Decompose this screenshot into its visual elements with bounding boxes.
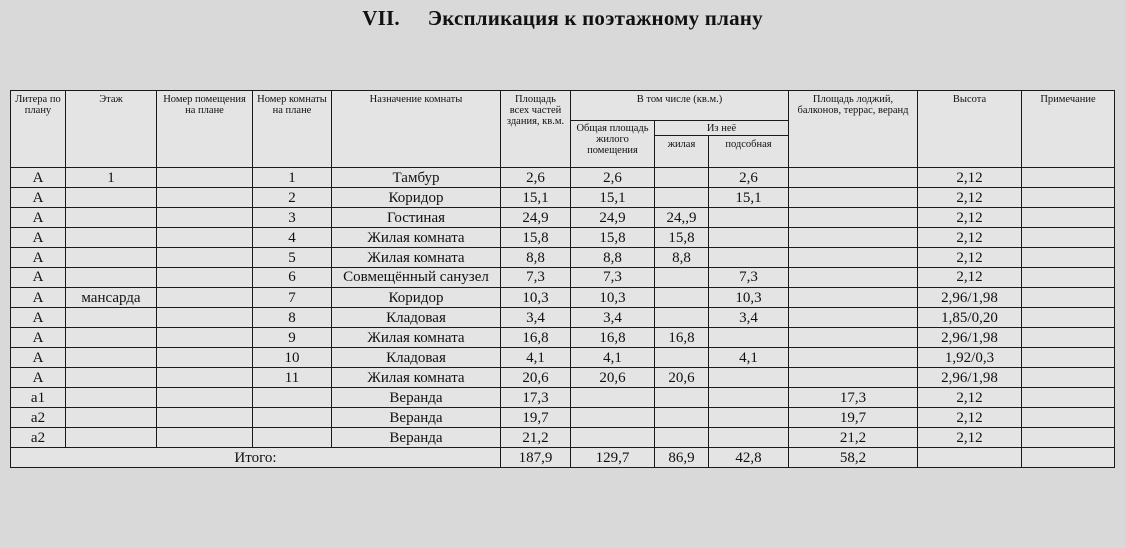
cell-living-area: [655, 268, 709, 288]
cell-loggia-area: [789, 288, 918, 308]
cell-living-area: 8,8: [655, 248, 709, 268]
cell-premise-number: [157, 408, 253, 428]
cell-floor: [66, 408, 157, 428]
cell-floor: [66, 388, 157, 408]
table-row: [11, 228, 1115, 248]
cell-height: 1,92/0,3: [918, 348, 1022, 368]
cell-loggia-area: 17,3: [789, 388, 918, 408]
cell-height: 1,85/0,20: [918, 308, 1022, 328]
cell-floor: [66, 368, 157, 388]
cell-floor: [66, 268, 157, 288]
cell-purpose: Жилая комната: [332, 328, 501, 348]
header-loggia-area: Площадь лоджий, балконов, террас, веранд: [789, 91, 918, 168]
cell-height: 2,96/1,98: [918, 328, 1022, 348]
cell-premise-number: [157, 388, 253, 408]
cell-general-area: 2,6: [571, 168, 655, 188]
cell-premise-number: [157, 268, 253, 288]
table-row: [11, 168, 1115, 188]
cell-total-area: 20,6: [501, 368, 571, 388]
cell-room-number: 7: [253, 288, 332, 308]
cell-room-number: [253, 408, 332, 428]
cell-general-area: 4,1: [571, 348, 655, 368]
cell-auxiliary-area: [709, 368, 789, 388]
table-row: [11, 248, 1115, 268]
cell-loggia-area: 19,7: [789, 408, 918, 428]
cell-room-number: [253, 428, 332, 448]
cell-height: 2,12: [918, 428, 1022, 448]
cell-total-area: 24,9: [501, 208, 571, 228]
cell-purpose: Веранда: [332, 428, 501, 448]
cell-auxiliary-area: 7,3: [709, 268, 789, 288]
cell-liter: а1: [11, 388, 66, 408]
totals-living-area: 86,9: [655, 448, 709, 468]
cell-liter: А: [11, 268, 66, 288]
cell-purpose: Гостиная: [332, 208, 501, 228]
cell-premise-number: [157, 168, 253, 188]
cell-loggia-area: 21,2: [789, 428, 918, 448]
cell-note: [1022, 428, 1115, 448]
cell-liter: А: [11, 368, 66, 388]
page-title: [0, 6, 1125, 31]
cell-liter: а2: [11, 408, 66, 428]
cell-floor: [66, 348, 157, 368]
totals-auxiliary-area: 42,8: [709, 448, 789, 468]
table-row: [11, 268, 1115, 288]
header-note: Примечание: [1022, 91, 1115, 168]
cell-total-area: 4,1: [501, 348, 571, 368]
cell-auxiliary-area: 4,1: [709, 348, 789, 368]
cell-premise-number: [157, 368, 253, 388]
cell-loggia-area: [789, 248, 918, 268]
table-row: [11, 368, 1115, 388]
cell-purpose: Коридор: [332, 188, 501, 208]
cell-loggia-area: [789, 168, 918, 188]
cell-loggia-area: [789, 228, 918, 248]
cell-premise-number: [157, 328, 253, 348]
cell-room-number: 1: [253, 168, 332, 188]
cell-room-number: 5: [253, 248, 332, 268]
totals-height: [918, 448, 1022, 468]
cell-note: [1022, 408, 1115, 428]
cell-liter: А: [11, 248, 66, 268]
table-row: [11, 388, 1115, 408]
cell-floor: [66, 328, 157, 348]
cell-purpose: Совмещённый санузел: [332, 268, 501, 288]
cell-height: 2,96/1,98: [918, 288, 1022, 308]
cell-living-area: [655, 288, 709, 308]
table-row: [11, 328, 1115, 348]
cell-height: 2,12: [918, 388, 1022, 408]
cell-liter: А: [11, 208, 66, 228]
totals-loggia-area: 58,2: [789, 448, 918, 468]
header-floor: Этаж: [66, 91, 157, 168]
cell-general-area: 10,3: [571, 288, 655, 308]
cell-loggia-area: [789, 268, 918, 288]
cell-total-area: 15,8: [501, 228, 571, 248]
cell-living-area: 15,8: [655, 228, 709, 248]
cell-living-area: 24,,9: [655, 208, 709, 228]
cell-floor: [66, 208, 157, 228]
cell-purpose: Веранда: [332, 408, 501, 428]
cell-total-area: 19,7: [501, 408, 571, 428]
section-title: Экспликация к поэтажному плану: [427, 6, 763, 30]
cell-liter: А: [11, 288, 66, 308]
cell-purpose: Жилая комната: [332, 228, 501, 248]
header-premise-number: Номер помещения на плане: [157, 91, 253, 168]
cell-room-number: 9: [253, 328, 332, 348]
cell-floor: [66, 428, 157, 448]
cell-liter: а2: [11, 428, 66, 448]
cell-general-area: 20,6: [571, 368, 655, 388]
table-header: [11, 91, 1115, 168]
cell-total-area: 3,4: [501, 308, 571, 328]
cell-general-area: 3,4: [571, 308, 655, 328]
cell-floor: мансарда: [66, 288, 157, 308]
cell-purpose: Коридор: [332, 288, 501, 308]
table-row: [11, 408, 1115, 428]
cell-purpose: Жилая комната: [332, 368, 501, 388]
cell-room-number: 6: [253, 268, 332, 288]
cell-auxiliary-area: [709, 428, 789, 448]
cell-floor: [66, 248, 157, 268]
totals-label: Итого:: [11, 448, 501, 468]
cell-floor: [66, 308, 157, 328]
cell-total-area: 16,8: [501, 328, 571, 348]
cell-total-area: 2,6: [501, 168, 571, 188]
header-room-number: Номер комнаты на плане: [253, 91, 332, 168]
cell-note: [1022, 348, 1115, 368]
cell-general-area: 24,9: [571, 208, 655, 228]
cell-note: [1022, 388, 1115, 408]
totals-total-area: 187,9: [501, 448, 571, 468]
table-row: [11, 288, 1115, 308]
cell-auxiliary-area: [709, 408, 789, 428]
cell-room-number: 11: [253, 368, 332, 388]
cell-height: 2,12: [918, 168, 1022, 188]
cell-purpose: Жилая комната: [332, 248, 501, 268]
header-total-area: Площадь всех частей здания, кв.м.: [501, 91, 571, 168]
cell-note: [1022, 248, 1115, 268]
cell-floor: 1: [66, 168, 157, 188]
totals-note: [1022, 448, 1115, 468]
cell-auxiliary-area: [709, 208, 789, 228]
cell-liter: А: [11, 168, 66, 188]
header-living: жилая: [655, 136, 709, 168]
cell-loggia-area: [789, 208, 918, 228]
cell-premise-number: [157, 308, 253, 328]
cell-note: [1022, 188, 1115, 208]
cell-room-number: 2: [253, 188, 332, 208]
cell-loggia-area: [789, 328, 918, 348]
header-height: Высота: [918, 91, 1022, 168]
cell-premise-number: [157, 208, 253, 228]
cell-living-area: [655, 408, 709, 428]
cell-auxiliary-area: 3,4: [709, 308, 789, 328]
cell-height: 2,12: [918, 208, 1022, 228]
cell-general-area: [571, 408, 655, 428]
cell-floor: [66, 228, 157, 248]
cell-liter: А: [11, 188, 66, 208]
table-row: [11, 428, 1115, 448]
cell-floor: [66, 188, 157, 208]
cell-height: 2,12: [918, 408, 1022, 428]
cell-living-area: [655, 168, 709, 188]
cell-general-area: 8,8: [571, 248, 655, 268]
cell-liter: А: [11, 348, 66, 368]
cell-room-number: 4: [253, 228, 332, 248]
cell-height: 2,12: [918, 248, 1022, 268]
cell-purpose: Веранда: [332, 388, 501, 408]
cell-note: [1022, 308, 1115, 328]
cell-liter: А: [11, 308, 66, 328]
cell-living-area: [655, 308, 709, 328]
cell-purpose: Тамбур: [332, 168, 501, 188]
cell-room-number: 3: [253, 208, 332, 228]
header-including: В том числе (кв.м.): [571, 91, 789, 121]
cell-note: [1022, 328, 1115, 348]
cell-general-area: 16,8: [571, 328, 655, 348]
cell-note: [1022, 208, 1115, 228]
table-footer: [11, 448, 1115, 468]
cell-loggia-area: [789, 188, 918, 208]
cell-loggia-area: [789, 368, 918, 388]
cell-premise-number: [157, 188, 253, 208]
cell-general-area: 15,1: [571, 188, 655, 208]
table-row: [11, 188, 1115, 208]
cell-liter: А: [11, 328, 66, 348]
cell-total-area: 7,3: [501, 268, 571, 288]
cell-auxiliary-area: [709, 328, 789, 348]
cell-room-number: 8: [253, 308, 332, 328]
cell-total-area: 10,3: [501, 288, 571, 308]
cell-height: 2,12: [918, 268, 1022, 288]
cell-total-area: 21,2: [501, 428, 571, 448]
header-of-which: Из неё: [655, 121, 789, 136]
cell-loggia-area: [789, 308, 918, 328]
header-auxiliary: подсобная: [709, 136, 789, 168]
header-general-living-area: Общая площадь жилого помещения: [571, 121, 655, 168]
cell-total-area: 15,1: [501, 188, 571, 208]
cell-auxiliary-area: 15,1: [709, 188, 789, 208]
cell-premise-number: [157, 288, 253, 308]
cell-note: [1022, 268, 1115, 288]
header-purpose: Назначение комнаты: [332, 91, 501, 168]
cell-living-area: [655, 428, 709, 448]
cell-premise-number: [157, 248, 253, 268]
table-row: [11, 348, 1115, 368]
cell-auxiliary-area: [709, 248, 789, 268]
cell-general-area: 15,8: [571, 228, 655, 248]
table-row: [11, 208, 1115, 228]
cell-living-area: [655, 348, 709, 368]
section-number: VII.: [362, 6, 400, 30]
cell-general-area: [571, 388, 655, 408]
cell-room-number: [253, 388, 332, 408]
cell-auxiliary-area: [709, 388, 789, 408]
cell-premise-number: [157, 428, 253, 448]
cell-living-area: 20,6: [655, 368, 709, 388]
cell-auxiliary-area: [709, 228, 789, 248]
cell-height: 2,12: [918, 228, 1022, 248]
cell-note: [1022, 368, 1115, 388]
cell-premise-number: [157, 228, 253, 248]
header-liter: Литера по плану: [11, 91, 66, 168]
cell-premise-number: [157, 348, 253, 368]
cell-liter: А: [11, 228, 66, 248]
cell-note: [1022, 168, 1115, 188]
cell-room-number: 10: [253, 348, 332, 368]
cell-note: [1022, 228, 1115, 248]
cell-purpose: Кладовая: [332, 348, 501, 368]
cell-general-area: 7,3: [571, 268, 655, 288]
cell-auxiliary-area: 10,3: [709, 288, 789, 308]
table-body: [11, 168, 1115, 448]
table-row: [11, 308, 1115, 328]
cell-loggia-area: [789, 348, 918, 368]
cell-height: 2,12: [918, 188, 1022, 208]
cell-total-area: 8,8: [501, 248, 571, 268]
cell-purpose: Кладовая: [332, 308, 501, 328]
cell-general-area: [571, 428, 655, 448]
cell-living-area: [655, 188, 709, 208]
cell-height: 2,96/1,98: [918, 368, 1022, 388]
cell-note: [1022, 288, 1115, 308]
totals-row: [11, 448, 1115, 468]
cell-living-area: 16,8: [655, 328, 709, 348]
explication-table: [10, 90, 1115, 468]
cell-auxiliary-area: 2,6: [709, 168, 789, 188]
cell-total-area: 17,3: [501, 388, 571, 408]
totals-general-area: 129,7: [571, 448, 655, 468]
cell-living-area: [655, 388, 709, 408]
